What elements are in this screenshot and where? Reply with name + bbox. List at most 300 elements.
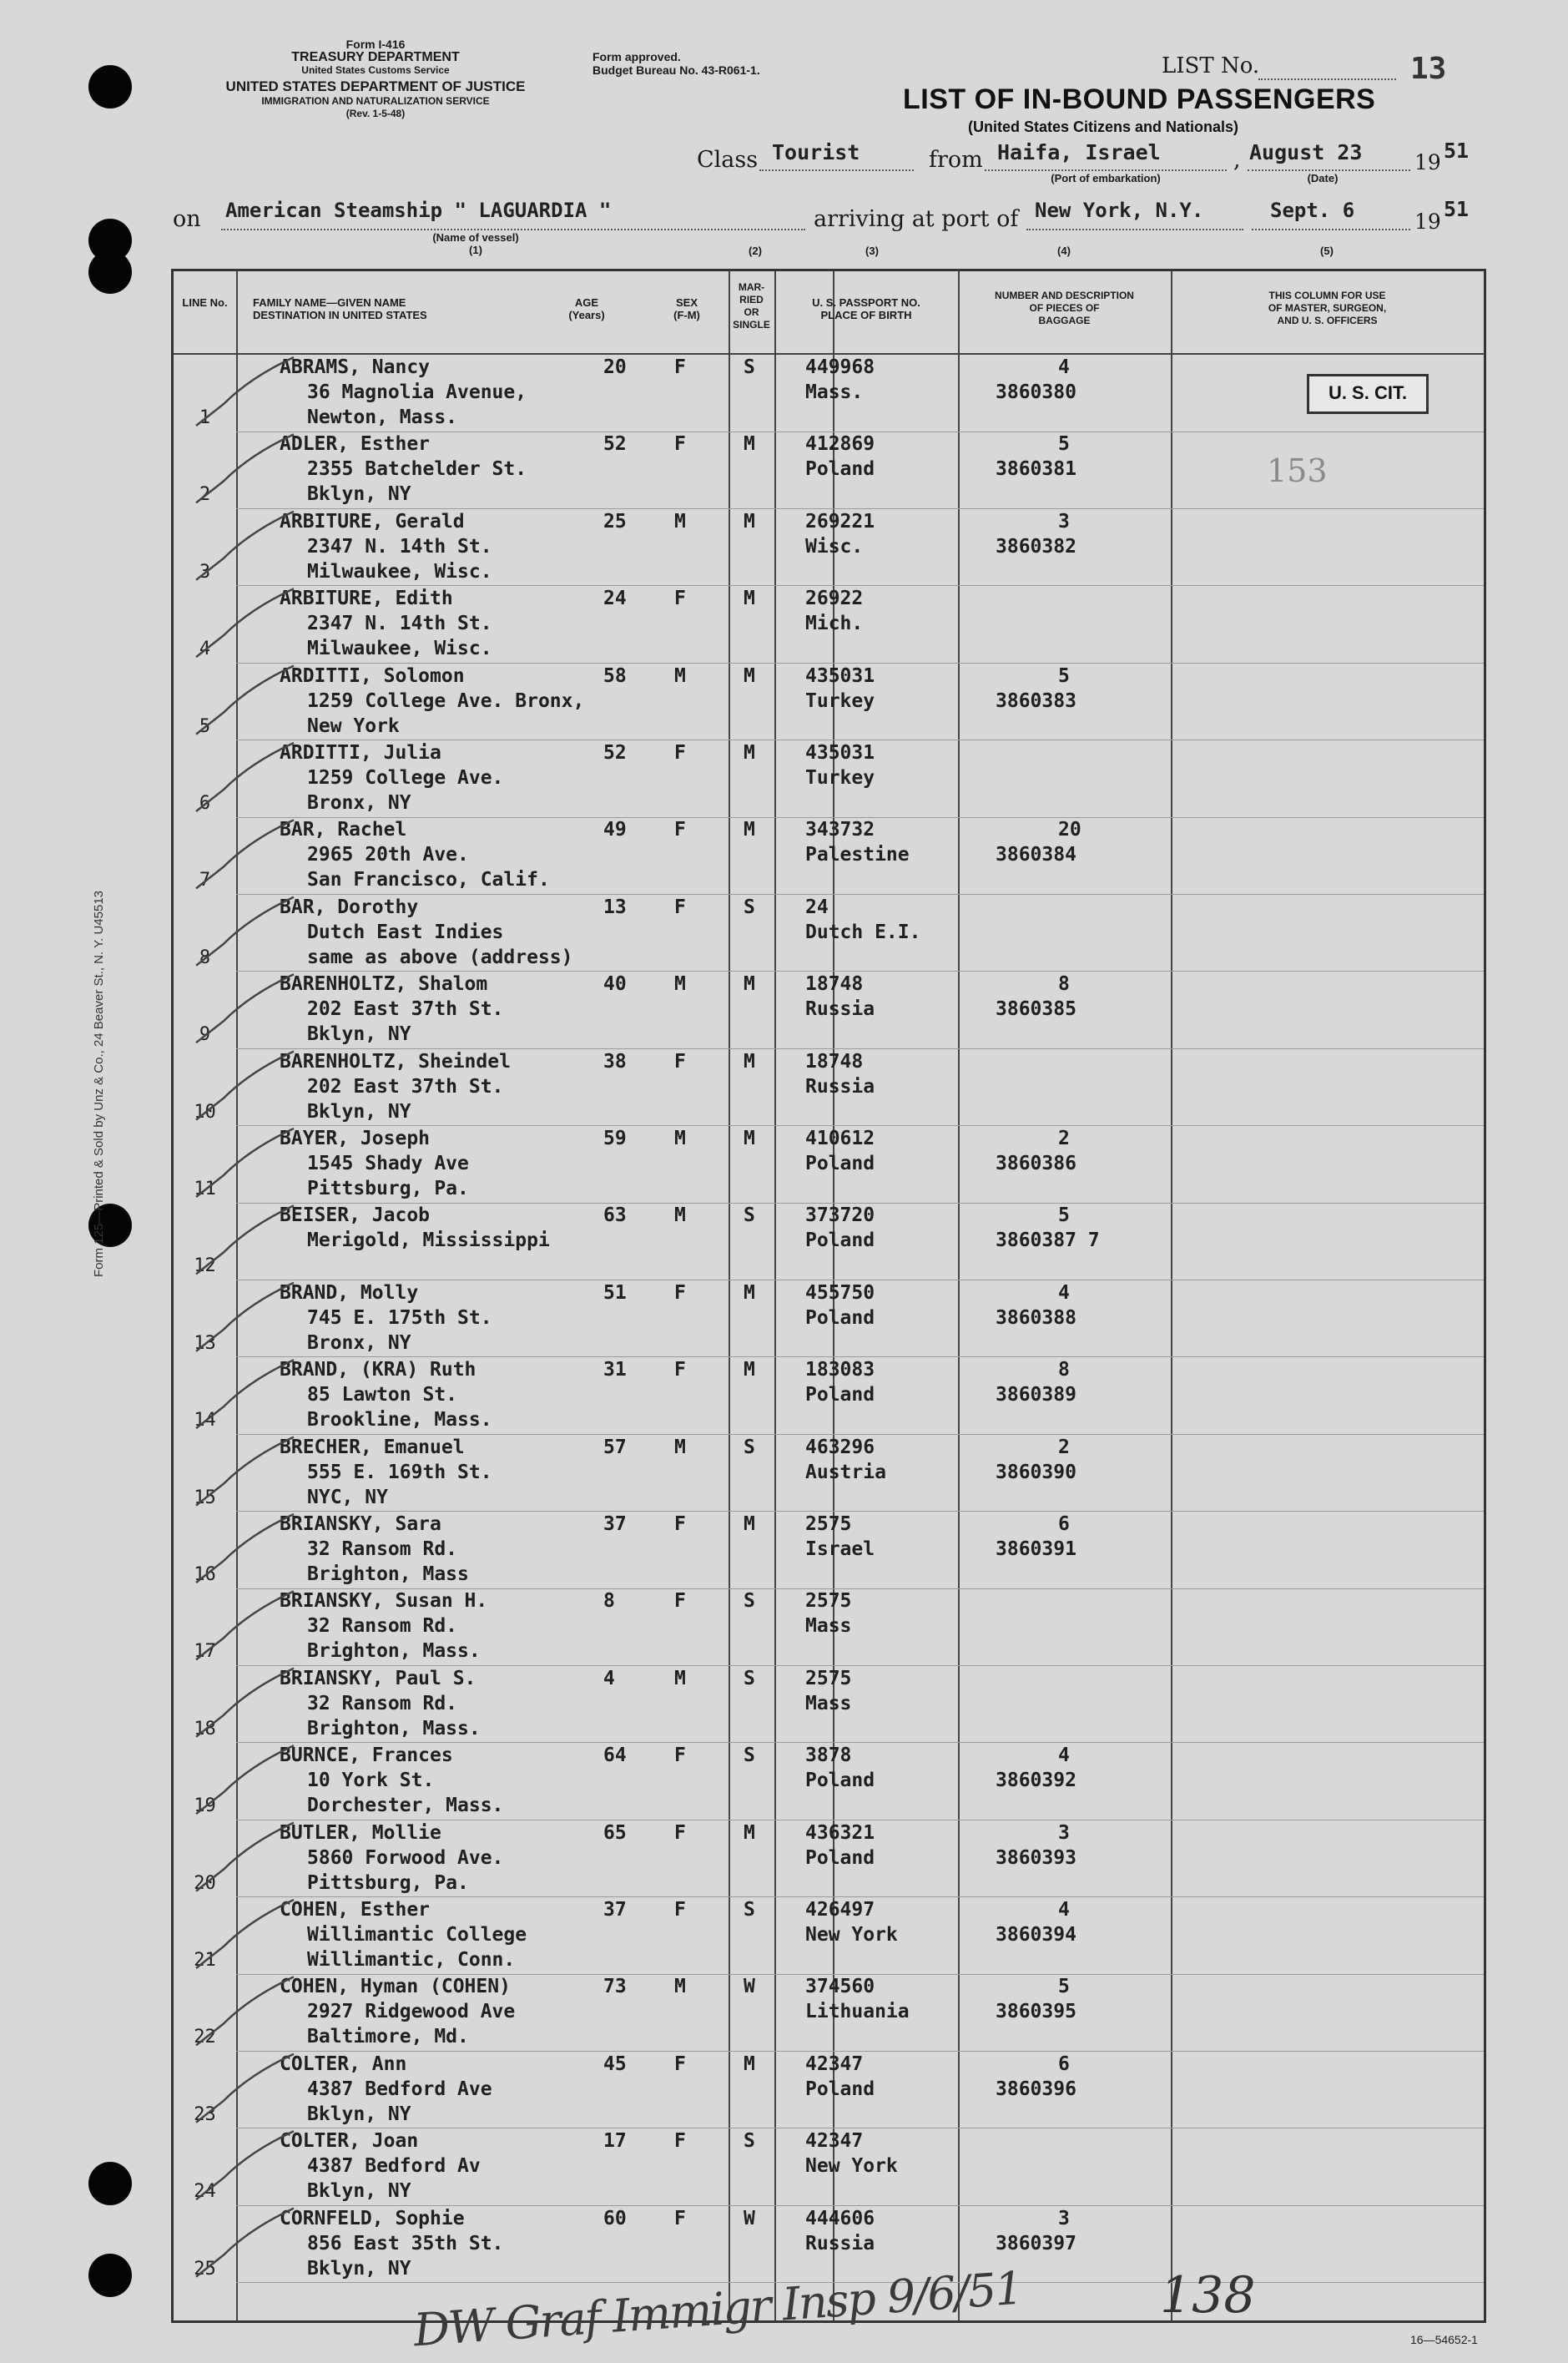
passport-number: 373720 xyxy=(805,1204,875,1227)
table-row xyxy=(174,1435,1484,1512)
baggage-number: 3860385 xyxy=(996,998,1076,1021)
baggage-number: 3860396 xyxy=(996,2078,1076,2100)
arrival-year: 51 xyxy=(1444,197,1470,221)
from-line xyxy=(985,169,1227,171)
inspector-signature: DW Graf Immigr Insp 9/6/51 xyxy=(411,2261,1024,2357)
passport-number: 455750 xyxy=(805,1281,875,1304)
passenger-name: BAR, Dorothy xyxy=(280,896,419,918)
col-number-5: (5) xyxy=(1320,245,1334,257)
on-label: on xyxy=(173,206,201,232)
table-row xyxy=(174,355,1484,432)
table-row xyxy=(174,664,1484,741)
age: 65 xyxy=(603,1821,627,1844)
passport-number: 42347 xyxy=(805,2130,864,2153)
passenger-name: COHEN, Esther xyxy=(280,1899,431,1921)
age: 8 xyxy=(603,1590,615,1613)
address-line-2: Pittsburg, Pa. xyxy=(307,1871,469,1894)
list-no-value: 13 xyxy=(1410,52,1447,86)
sex: M xyxy=(674,1436,686,1458)
address-line-1: 1545 Shady Ave xyxy=(307,1153,469,1174)
arrival-year-prefix: 19 xyxy=(1414,210,1441,234)
address-line-2: same as above (address) xyxy=(307,946,573,968)
baggage-number: 3860390 xyxy=(996,1461,1076,1483)
from-label: from xyxy=(929,147,983,173)
printer-imprint: Form 125—Printed & Sold by Unz & Co., 24 Beaver St., N. Y. U45513 xyxy=(92,890,106,1277)
date-line xyxy=(1248,169,1410,171)
age: 31 xyxy=(603,1359,627,1381)
table-row xyxy=(174,1743,1484,1820)
col-number-4: (4) xyxy=(1057,245,1071,257)
department-of-justice: UNITED STATES DEPARTMENT OF JUSTICE xyxy=(225,78,526,94)
place-of-birth: Lithuania xyxy=(805,2001,910,2023)
sex: F xyxy=(674,1050,686,1073)
passenger-name: COLTER, Ann xyxy=(280,2052,407,2075)
line-number: 24 xyxy=(194,2181,216,2203)
age: 25 xyxy=(603,510,627,533)
age: 57 xyxy=(603,1436,627,1458)
marital-status: M xyxy=(744,742,755,764)
passenger-table xyxy=(171,269,1486,2323)
age: 13 xyxy=(603,896,627,918)
table-row xyxy=(174,509,1484,587)
address-line-1: 2347 N. 14th St. xyxy=(307,613,492,635)
sex: F xyxy=(674,896,686,918)
age: 40 xyxy=(603,973,627,996)
passport-number: 18748 xyxy=(805,1050,864,1073)
place-of-birth: New York xyxy=(805,1924,898,1946)
baggage-number: 3860394 xyxy=(996,1924,1076,1946)
address-line-1: 1259 College Ave. xyxy=(307,767,504,789)
sex: F xyxy=(674,1359,686,1381)
sex: M xyxy=(674,1667,686,1689)
embark-year-prefix: 19 xyxy=(1414,150,1441,174)
baggage-count: 3 xyxy=(1058,1821,1070,1844)
header-sex: SEX (F-M) xyxy=(673,296,700,321)
baggage-count: 4 xyxy=(1058,1744,1070,1767)
line-number: 3 xyxy=(199,561,211,583)
place-of-birth: Poland xyxy=(805,1306,875,1329)
passenger-name: BRECHER, Emanuel xyxy=(280,1436,465,1458)
address-line-2: Bronx, NY xyxy=(307,792,411,814)
baggage-number: 3860382 xyxy=(996,535,1076,558)
line-number: 12 xyxy=(194,1255,216,1277)
marital-status: M xyxy=(744,1281,755,1304)
marital-status: S xyxy=(744,1436,755,1458)
arriving-label: arriving at port of xyxy=(814,206,1019,232)
address-line-2: Bklyn, NY xyxy=(307,483,411,506)
line-number: 5 xyxy=(199,715,211,737)
place-of-birth: Wisc. xyxy=(805,535,864,558)
stamp-number: 153 xyxy=(1267,452,1328,489)
passenger-name: BURNCE, Frances xyxy=(280,1744,453,1767)
baggage-count: 4 xyxy=(1058,356,1070,378)
passport-number: 449968 xyxy=(805,356,875,378)
address-line-2: Bklyn, NY xyxy=(307,2257,411,2280)
address-line-2: Bklyn, NY xyxy=(307,1100,411,1123)
passport-number: 18748 xyxy=(805,973,864,996)
address-line-1: 10 York St. xyxy=(307,1770,435,1792)
baggage-count: 5 xyxy=(1058,1204,1070,1227)
line-number: 2 xyxy=(199,484,211,506)
marital-status: M xyxy=(744,588,755,610)
header-officers: THIS COLUMN FOR USE OF MASTER, SURGEON, AND U. S. OFFICERS xyxy=(1268,290,1387,326)
passenger-name: BEISER, Jacob xyxy=(280,1204,431,1227)
place-of-birth: Dutch E.I. xyxy=(805,921,921,943)
place-of-birth: Poland xyxy=(805,1153,875,1174)
address-line-1: 1259 College Ave. Bronx, xyxy=(307,689,585,712)
marital-status: W xyxy=(744,2207,755,2229)
sex: F xyxy=(674,819,686,841)
baggage-number: 3860383 xyxy=(996,689,1076,712)
ins-label: IMMIGRATION AND NATURALIZATION SERVICE xyxy=(261,95,490,107)
treasury-department: TREASURY DEPARTMENT xyxy=(291,50,460,64)
us-citizen-stamp: U. S. CIT. xyxy=(1307,374,1429,414)
table-row xyxy=(174,1588,1484,1666)
line-number: 15 xyxy=(194,1487,216,1508)
header-baggage: NUMBER AND DESCRIPTION OF PIECES OF BAGGAGE xyxy=(995,290,1134,326)
address-line-1: 202 East 37th St. xyxy=(307,998,504,1021)
sex: M xyxy=(674,1204,686,1227)
sex: F xyxy=(674,1821,686,1844)
passport-number: 410612 xyxy=(805,1128,875,1149)
passenger-name: COLTER, Joan xyxy=(280,2130,419,2153)
tally-number: 138 xyxy=(1160,2266,1256,2325)
address-line-2: Bklyn, NY xyxy=(307,1023,411,1046)
address-line-1: 2927 Ridgewood Ave xyxy=(307,2001,516,2023)
age: 60 xyxy=(603,2207,627,2229)
place-of-birth: Mass. xyxy=(805,381,864,403)
age: 49 xyxy=(603,819,627,841)
place-of-birth: Poland xyxy=(805,1770,875,1792)
address-line-2: NYC, NY xyxy=(307,1486,388,1508)
age: 37 xyxy=(603,1513,627,1535)
place-of-birth: Russia xyxy=(805,1075,875,1098)
baggage-count: 8 xyxy=(1058,973,1070,996)
list-no-label: LIST No. xyxy=(1162,53,1260,78)
address-line-1: 856 East 35th St. xyxy=(307,2232,504,2254)
passenger-name: BRAND, Molly xyxy=(280,1281,419,1304)
punch-hole xyxy=(88,2254,132,2297)
vessel-value: American Steamship " LAGUARDIA " xyxy=(225,199,612,222)
address-line-1: 4387 Bedford Av xyxy=(307,2155,481,2178)
sex: F xyxy=(674,588,686,610)
baggage-number: 3860384 xyxy=(996,844,1076,866)
address-line-2: Dorchester, Mass. xyxy=(307,1795,504,1817)
baggage-count: 5 xyxy=(1058,664,1070,687)
baggage-count: 2 xyxy=(1058,1436,1070,1458)
age: 17 xyxy=(603,2130,627,2153)
page-subtitle: (United States Citizens and Nationals) xyxy=(968,119,1239,135)
class-value: Tourist xyxy=(772,140,860,164)
passenger-name: ADLER, Esther xyxy=(280,433,431,456)
passport-number: 2575 xyxy=(805,1590,852,1613)
place-of-birth: Poland xyxy=(805,1384,875,1406)
header-name: FAMILY NAME—GIVEN NAME DESTINATION IN UNITED STATES xyxy=(253,296,427,321)
passport-number: 42347 xyxy=(805,2052,864,2075)
marital-status: M xyxy=(744,819,755,841)
line-number: 16 xyxy=(194,1564,216,1585)
place-of-birth: Mass xyxy=(805,1692,852,1714)
marital-status: M xyxy=(744,510,755,533)
address-line-1: 4387 Bedford Ave xyxy=(307,2078,492,2100)
sex: M xyxy=(674,510,686,533)
passenger-name: ARBITURE, Edith xyxy=(280,588,453,610)
sex: F xyxy=(674,433,686,456)
baggage-number: 3860388 xyxy=(996,1306,1076,1329)
baggage-number: 3860389 xyxy=(996,1384,1076,1406)
line-number: 19 xyxy=(194,1795,216,1817)
line-number: 17 xyxy=(194,1641,216,1663)
embark-year: 51 xyxy=(1444,139,1470,163)
age: 59 xyxy=(603,1128,627,1149)
address-line-1: Merigold, Mississippi xyxy=(307,1229,550,1252)
address-line-1: 36 Magnolia Avenue, xyxy=(307,381,527,403)
place-of-birth: Poland xyxy=(805,2078,875,2100)
passport-number: 2575 xyxy=(805,1667,852,1689)
col-number-3: (3) xyxy=(865,245,879,257)
passenger-name: BRIANSKY, Sara xyxy=(280,1513,441,1535)
line-number: 18 xyxy=(194,1718,216,1739)
age: 52 xyxy=(603,742,627,764)
sex: F xyxy=(674,1513,686,1535)
table-row xyxy=(174,1974,1484,2052)
sex: M xyxy=(674,1976,686,1998)
address-line-1: 32 Ransom Rd. xyxy=(307,1615,458,1638)
passport-number: 444606 xyxy=(805,2207,875,2229)
sex: M xyxy=(674,1128,686,1149)
line-number: 9 xyxy=(199,1024,211,1046)
line-number: 13 xyxy=(194,1332,216,1354)
marital-status: S xyxy=(744,1204,755,1227)
passport-number: 3878 xyxy=(805,1744,852,1767)
address-line-2: New York xyxy=(307,714,400,737)
marital-status: M xyxy=(744,1359,755,1381)
budget-bureau: Budget Bureau No. 43-R061-1. xyxy=(592,63,760,77)
marital-status: M xyxy=(744,1050,755,1073)
marital-status: S xyxy=(744,1744,755,1767)
header-passport: U. S. PASSPORT NO. PLACE OF BIRTH xyxy=(812,296,920,321)
age: 64 xyxy=(603,1744,627,1767)
passport-number: 463296 xyxy=(805,1436,875,1458)
place-of-birth: Russia xyxy=(805,998,875,1021)
address-line-2: Brighton, Mass xyxy=(307,1563,469,1585)
baggage-count: 4 xyxy=(1058,1899,1070,1921)
address-line-1: Willimantic College xyxy=(307,1924,527,1946)
table-row xyxy=(174,1357,1484,1435)
age: 58 xyxy=(603,664,627,687)
vessel-line xyxy=(221,229,805,230)
address-line-2: Baltimore, Md. xyxy=(307,2026,469,2048)
line-number: 7 xyxy=(199,870,211,891)
page-title: LIST OF IN-BOUND PASSENGERS xyxy=(903,83,1376,115)
punch-hole xyxy=(88,65,132,109)
address-line-1: 5860 Forwood Ave. xyxy=(307,1846,504,1869)
table-row xyxy=(174,740,1484,818)
line-number: 20 xyxy=(194,1872,216,1894)
passenger-name: BAYER, Joseph xyxy=(280,1128,431,1149)
table-row xyxy=(174,586,1484,664)
passenger-name: BUTLER, Mollie xyxy=(280,1821,441,1844)
place-of-birth: Mich. xyxy=(805,613,864,635)
line-number: 22 xyxy=(194,2027,216,2048)
passenger-name: ARBITURE, Gerald xyxy=(280,510,465,533)
baggage-count: 5 xyxy=(1058,433,1070,456)
sex: M xyxy=(674,973,686,996)
table-row xyxy=(174,2206,1484,2284)
place-of-birth: New York xyxy=(805,2155,898,2178)
age: 20 xyxy=(603,356,627,378)
address-line-1: 2347 N. 14th St. xyxy=(307,535,492,558)
age: 24 xyxy=(603,588,627,610)
baggage-count: 6 xyxy=(1058,2052,1070,2075)
marital-status: S xyxy=(744,2130,755,2153)
baggage-count: 3 xyxy=(1058,2207,1070,2229)
passport-number: 26922 xyxy=(805,588,864,610)
address-line-2: Newton, Mass. xyxy=(307,406,458,428)
sex: F xyxy=(674,1590,686,1613)
class-label: Class xyxy=(697,147,759,173)
line-number: 10 xyxy=(194,1101,216,1123)
place-of-birth: Austria xyxy=(805,1461,886,1483)
marital-status: M xyxy=(744,664,755,687)
marital-status: S xyxy=(744,1667,755,1689)
address-line-2: San Francisco, Calif. xyxy=(307,869,550,891)
marital-status: M xyxy=(744,2052,755,2075)
passenger-name: COHEN, Hyman (COHEN) xyxy=(280,1976,511,1998)
address-line-2: Bklyn, NY xyxy=(307,2103,411,2125)
place-of-birth: Turkey xyxy=(805,767,875,789)
arrival-port: New York, N.Y. xyxy=(1035,199,1204,222)
header-age: AGE (Years) xyxy=(568,296,605,321)
marital-status: S xyxy=(744,1590,755,1613)
sex: F xyxy=(674,2207,686,2229)
passenger-name: CORNFELD, Sophie xyxy=(280,2207,465,2229)
passenger-name: BARENHOLTZ, Shalom xyxy=(280,973,488,996)
marital-status: M xyxy=(744,1513,755,1535)
baggage-number: 3860397 xyxy=(996,2232,1076,2254)
customs-service: United States Customs Service xyxy=(301,64,450,76)
passport-number: 412869 xyxy=(805,433,875,456)
punch-hole xyxy=(88,250,132,294)
passport-number: 24 xyxy=(805,896,829,918)
address-line-2: Milwaukee, Wisc. xyxy=(307,560,492,583)
address-line-1: 2965 20th Ave. xyxy=(307,844,469,866)
vessel-caption: (Name of vessel) xyxy=(432,231,519,244)
sex: F xyxy=(674,1744,686,1767)
from-value: Haifa, Israel xyxy=(997,140,1161,164)
header-line-no: LINE No. xyxy=(182,296,228,309)
address-line-2: Brighton, Mass. xyxy=(307,1717,481,1739)
port-embark-caption: (Port of embarkation) xyxy=(1051,172,1161,184)
marital-status: S xyxy=(744,356,755,378)
passenger-name: BRIANSKY, Susan H. xyxy=(280,1590,488,1613)
place-of-birth: Poland xyxy=(805,1846,875,1869)
baggage-number: 3860393 xyxy=(996,1846,1076,1869)
sex: F xyxy=(674,2052,686,2075)
address-line-1: 2355 Batchelder St. xyxy=(307,458,527,481)
age: 45 xyxy=(603,2052,627,2075)
passport-number: 436321 xyxy=(805,1821,875,1844)
table-row xyxy=(174,2128,1484,2206)
passport-number: 183083 xyxy=(805,1359,875,1381)
passenger-name: BRIANSKY, Paul S. xyxy=(280,1667,476,1689)
age: 4 xyxy=(603,1667,615,1689)
marital-status: S xyxy=(744,1899,755,1921)
address-line-2: Milwaukee, Wisc. xyxy=(307,638,492,660)
sex: F xyxy=(674,2130,686,2153)
passport-number: 2575 xyxy=(805,1513,852,1535)
address-line-1: 202 East 37th St. xyxy=(307,1075,504,1098)
baggage-count: 6 xyxy=(1058,1513,1070,1535)
table-row xyxy=(174,1126,1484,1204)
table-row xyxy=(174,895,1484,972)
line-number: 1 xyxy=(199,407,211,428)
passport-number: 269221 xyxy=(805,510,875,533)
address-line-2: Pittsburg, Pa. xyxy=(307,1178,469,1199)
table-row xyxy=(174,1280,1484,1358)
baggage-count: 20 xyxy=(1058,819,1081,841)
age: 63 xyxy=(603,1204,627,1227)
baggage-count: 5 xyxy=(1058,1976,1070,1998)
table-row xyxy=(174,1666,1484,1744)
address-line-1: 745 E. 175th St. xyxy=(307,1306,492,1329)
passenger-name: BRAND, (KRA) Ruth xyxy=(280,1359,476,1381)
line-number: 4 xyxy=(199,639,211,660)
passenger-name: ARDITTI, Solomon xyxy=(280,664,465,687)
age: 52 xyxy=(603,433,627,456)
sex: F xyxy=(674,1899,686,1921)
passport-number: 343732 xyxy=(805,819,875,841)
marital-status: M xyxy=(744,1128,755,1149)
passenger-name: BARENHOLTZ, Sheindel xyxy=(280,1050,511,1073)
line-number: 8 xyxy=(199,947,211,968)
sex: M xyxy=(674,664,686,687)
form-number: Form I-416 xyxy=(345,38,406,51)
line-number: 6 xyxy=(199,793,211,814)
comma: , xyxy=(1233,147,1241,173)
baggage-count: 4 xyxy=(1058,1281,1070,1304)
col-number-2: (2) xyxy=(749,245,762,257)
line-number: 11 xyxy=(194,1179,216,1199)
passport-number: 374560 xyxy=(805,1976,875,1998)
passenger-name: BAR, Rachel xyxy=(280,819,407,841)
address-line-1: 32 Ransom Rd. xyxy=(307,1692,458,1714)
place-of-birth: Palestine xyxy=(805,844,910,866)
class-line xyxy=(759,169,914,171)
table-row xyxy=(174,1897,1484,1975)
address-line-1: 555 E. 169th St. xyxy=(307,1461,492,1483)
table-row xyxy=(174,1203,1484,1280)
table-row xyxy=(174,1512,1484,1589)
line-number: 21 xyxy=(194,1950,216,1971)
address-line-2: Willimantic, Conn. xyxy=(307,1949,516,1971)
table-row xyxy=(174,972,1484,1049)
address-line-1: 85 Lawton St. xyxy=(307,1384,458,1406)
arrival-port-line xyxy=(1026,229,1243,230)
place-of-birth: Russia xyxy=(805,2232,875,2254)
footer-code: 16—54652-1 xyxy=(1410,2333,1478,2346)
baggage-number: 3860380 xyxy=(996,381,1076,403)
passenger-name: ARDITTI, Julia xyxy=(280,742,441,764)
passport-number: 426497 xyxy=(805,1899,875,1921)
marital-status: M xyxy=(744,973,755,996)
vessel-caption-number: (1) xyxy=(469,244,482,256)
marital-status: S xyxy=(744,896,755,918)
sex: F xyxy=(674,742,686,764)
line-number: 25 xyxy=(194,2258,216,2280)
baggage-number: 3860387 7 xyxy=(996,1229,1100,1252)
sex: F xyxy=(674,356,686,378)
